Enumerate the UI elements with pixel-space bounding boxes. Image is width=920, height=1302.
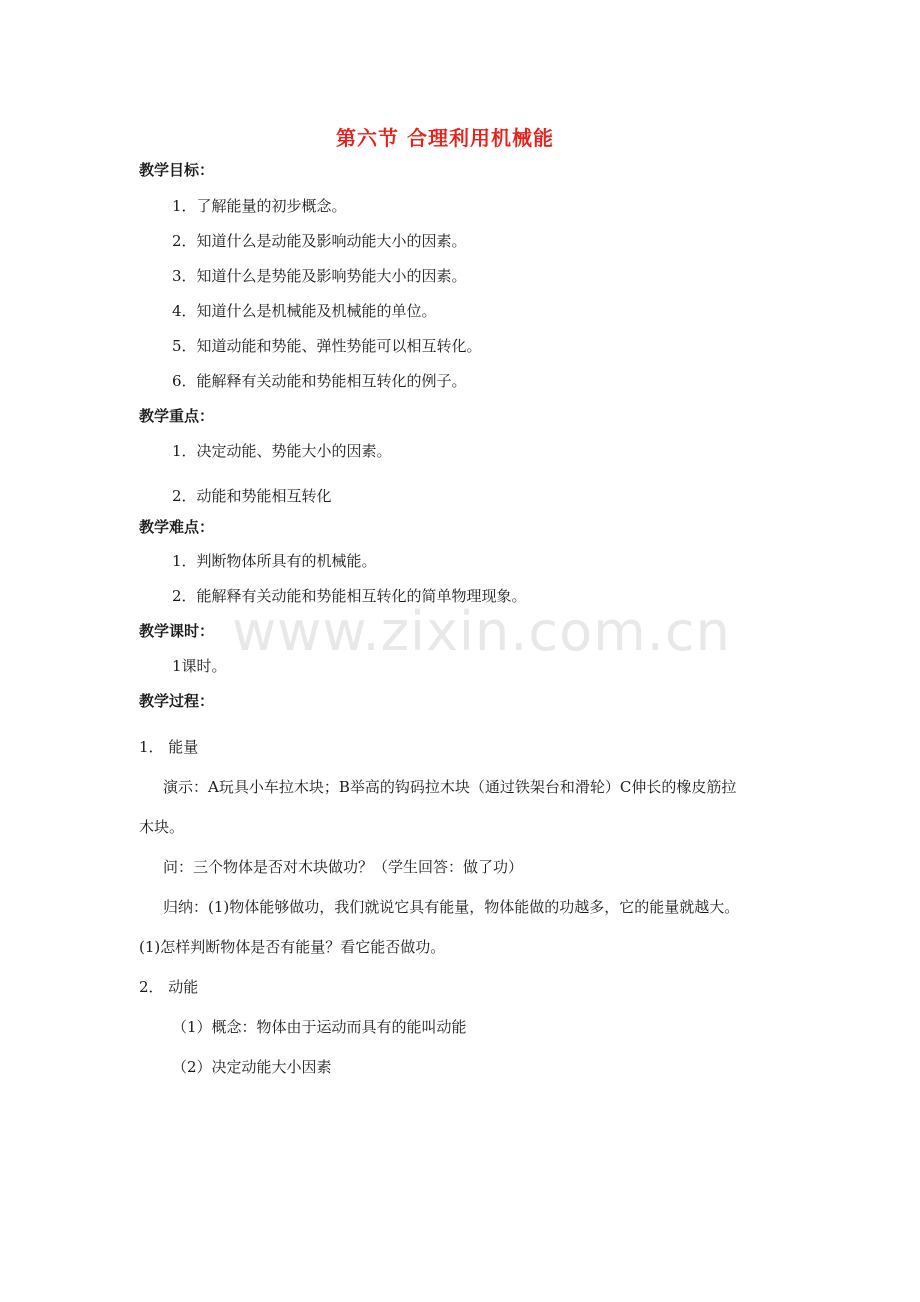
process-heading: 教学过程：: [139, 692, 215, 710]
objective-item: 1．了解能量的初步概念。: [172, 197, 347, 215]
question-text: 问：三个物体是否对木块做功？（学生回答：做了功）: [163, 858, 524, 876]
summary-text-line: 归纳：(1)物体能够做功，我们就说它具有能量，物体能做的功越多，它的能量就越大。: [163, 898, 740, 916]
objective-item: 4．知道什么是机械能及机械能的单位。: [172, 302, 437, 320]
objective-item: 5．知道动能和势能、弹性势能可以相互转化。: [172, 337, 482, 355]
demo-text-line: 演示：A玩具小车拉木块；B举高的钩码拉木块（通过铁架台和滑轮）C伸长的橡皮筋拉: [163, 778, 737, 796]
section-energy-title: 1． 能量: [139, 738, 199, 756]
kinetic-concept-item: （1）概念：物体由于运动而具有的能叫动能: [172, 1018, 467, 1036]
key-points-heading: 教学重点：: [139, 407, 215, 425]
kinetic-factors-item: （2）决定动能大小因素: [172, 1058, 332, 1076]
objective-item: 6．能解释有关动能和势能相互转化的例子。: [172, 372, 467, 390]
watermark: www.zixin.com.cn: [232, 600, 731, 663]
hours-value: 1课时。: [172, 657, 227, 675]
objective-item: 2．知道什么是动能及影响动能大小的因素。: [172, 232, 467, 250]
section-kinetic-title: 2． 动能: [139, 978, 199, 996]
page-title: 第六节 合理利用机械能: [336, 126, 554, 150]
objective-item: 3．知道什么是势能及影响势能大小的因素。: [172, 267, 467, 285]
summary-text-line: (1)怎样判断物体是否有能量？看它能否做功。: [139, 938, 446, 956]
demo-text-line: 木块。: [139, 818, 185, 836]
difficulties-heading: 教学难点：: [139, 518, 215, 536]
key-point-item: 1．决定动能、势能大小的因素。: [172, 442, 392, 460]
difficulty-item: 1．判断物体所具有的机械能。: [172, 552, 377, 570]
objectives-heading: 教学目标：: [139, 161, 215, 179]
hours-heading: 教学课时：: [139, 622, 215, 640]
difficulty-item: 2．能解释有关动能和势能相互转化的简单物理现象。: [172, 587, 527, 605]
key-point-item: 2．动能和势能相互转化: [172, 487, 332, 505]
